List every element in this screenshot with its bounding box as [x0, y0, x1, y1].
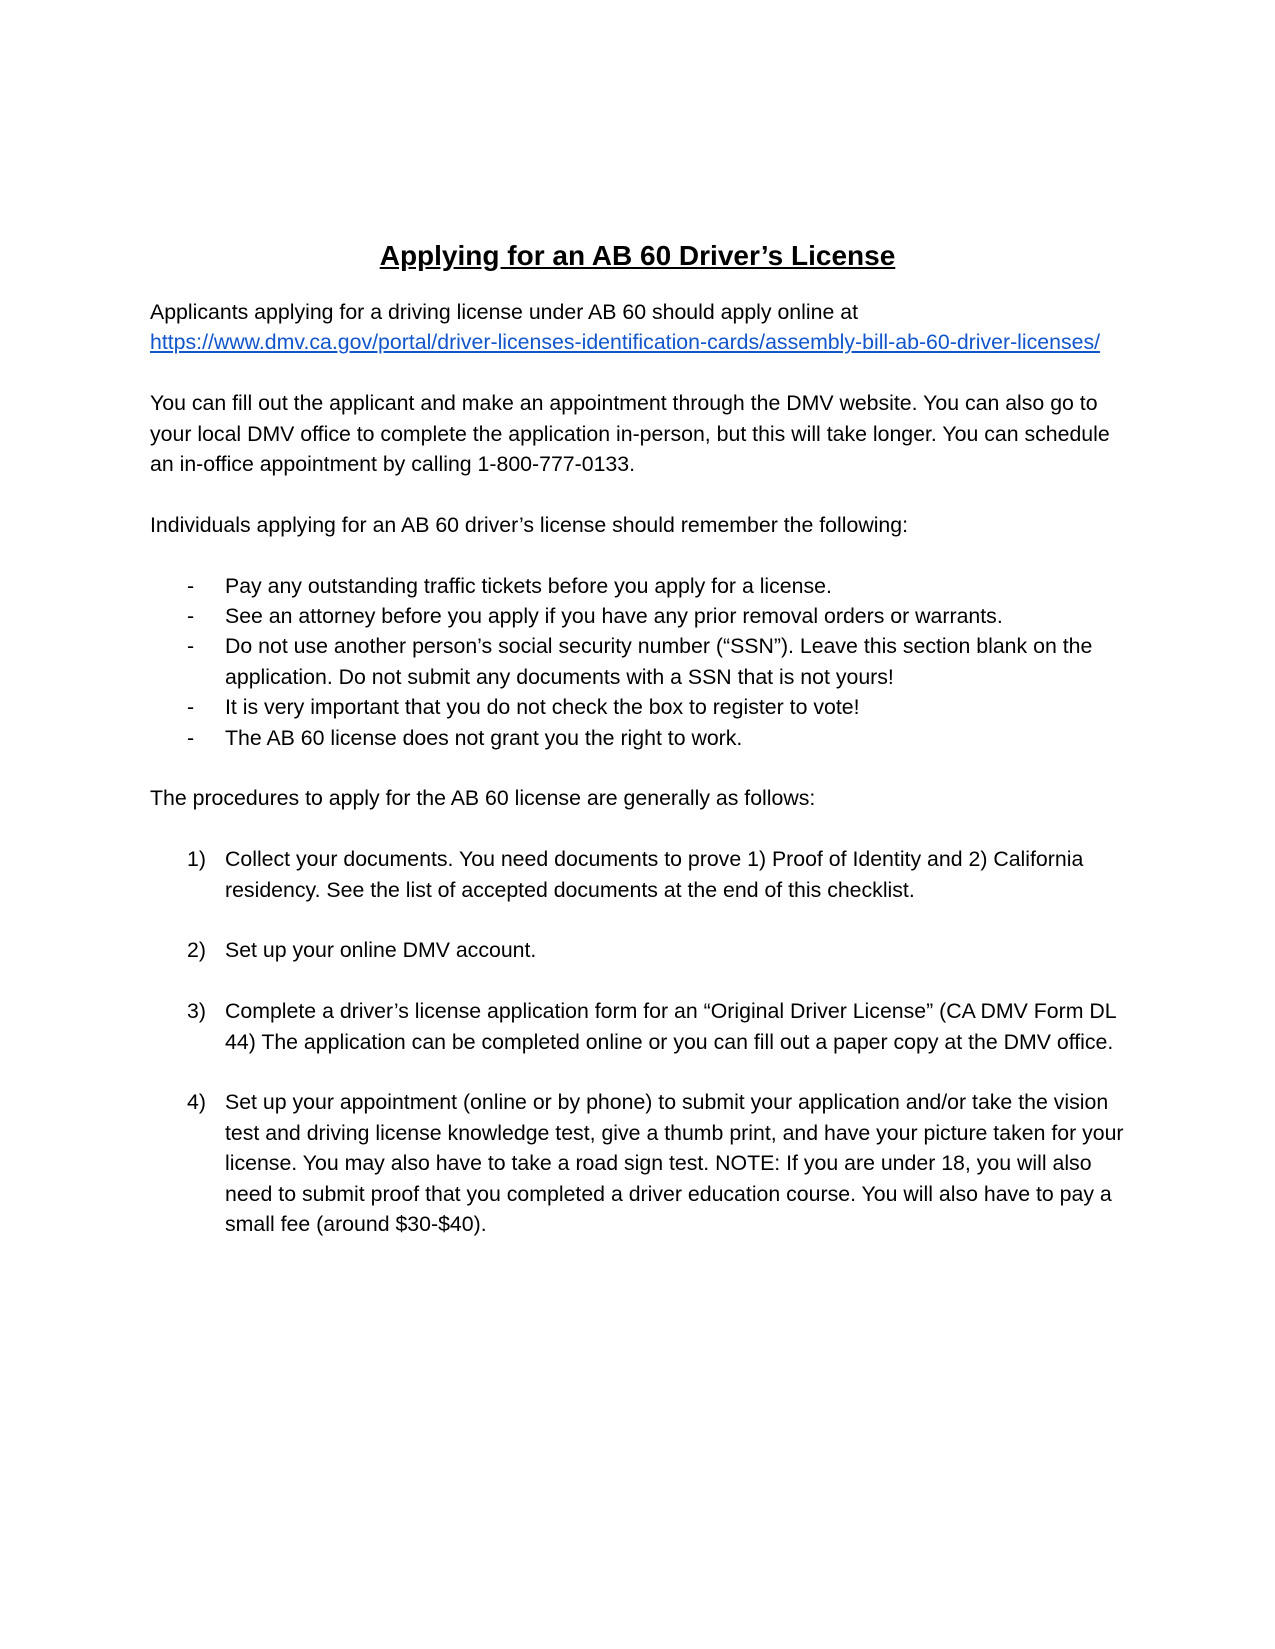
step-text: Complete a driver’s license application form for an “Original Driver License” (CA DMV Form DL 44) The application can be completed online or you can fill out a paper copy at the DMV office. — [225, 999, 1116, 1054]
dash-marker: - — [187, 695, 195, 720]
spacer — [150, 358, 1125, 388]
list-item-text: The AB 60 license does not grant you the right to work. — [225, 725, 743, 750]
step-text: Collect your documents. You need documents to prove 1) Proof of Identity and 2) California residency. See the list of accepted documents at the end of this checklist. — [225, 847, 1084, 902]
step-number: 1) — [187, 847, 206, 872]
procedure-step — [150, 996, 1125, 1057]
list-item — [150, 601, 1125, 631]
list-item-text: It is very important that you do not check the box to register to vote! — [225, 695, 860, 720]
page-title: Applying for an AB 60 Driver’s License — [379, 240, 896, 271]
appointment-paragraph: You can fill out the applicant and make an appointment through the DMV website. You can also go to your local DMV office to complete the application in-person, but this will take longer. You can schedule an in-office appointment by calling 1-800-777-0133. — [150, 391, 1110, 477]
list-item-text: See an attorney before you apply if you have any prior removal orders or warrants. — [225, 604, 1003, 629]
intro-text: Applicants applying for a driving license under AB 60 should apply online at — [150, 300, 858, 324]
remember-intro: Individuals applying for an AB 60 driver’s license should remember the following: — [150, 512, 909, 537]
procedure-step — [150, 1087, 1125, 1239]
dash-marker: - — [187, 604, 195, 629]
spacer — [150, 479, 1125, 509]
dash-marker: - — [187, 634, 195, 659]
procedure-step — [150, 935, 1125, 965]
step-text: Set up your appointment (online or by phone) to submit your application and/or take the vision test and driving license knowledge test, give a thumb print, and have your picture taken for your license. You may also have to take a road sign test. NOTE: If you are under 18, you will also need to submit proof that you completed a driver education course. You will also have to pay a small fee (around $30-$40). — [225, 1090, 1124, 1237]
procedure-step — [150, 844, 1125, 905]
spacer — [150, 753, 1125, 783]
list-item — [150, 571, 1125, 601]
remember-list — [150, 571, 1125, 753]
step-number: 2) — [187, 938, 206, 963]
list-item — [150, 631, 1125, 692]
document-page — [150, 238, 1125, 1239]
step-number: 3) — [187, 999, 206, 1024]
list-item-text: Do not use another person’s social security number (“SSN”). Leave this section blank on the application. Do not submit any documents with a SSN that is not yours! — [225, 634, 1093, 689]
spacer — [150, 540, 1125, 570]
intro-paragraph — [150, 297, 1125, 358]
list-item — [150, 723, 1125, 753]
list-item-text: Pay any outstanding traffic tickets before you apply for a license. — [225, 573, 832, 598]
step-number: 4) — [187, 1090, 206, 1115]
procedures-intro: The procedures to apply for the AB 60 license are generally as follows: — [150, 786, 816, 811]
procedures-list — [150, 844, 1125, 1239]
dash-marker: - — [187, 725, 195, 750]
dmv-ab60-link[interactable]: https://www.dmv.ca.gov/portal/driver-licenses-identification-cards/assembly-bill-ab-60-driver-licenses/ — [150, 330, 1101, 355]
dash-marker: - — [187, 573, 195, 598]
spacer — [150, 814, 1125, 844]
step-text: Set up your online DMV account. — [225, 938, 537, 963]
list-item — [150, 692, 1125, 722]
